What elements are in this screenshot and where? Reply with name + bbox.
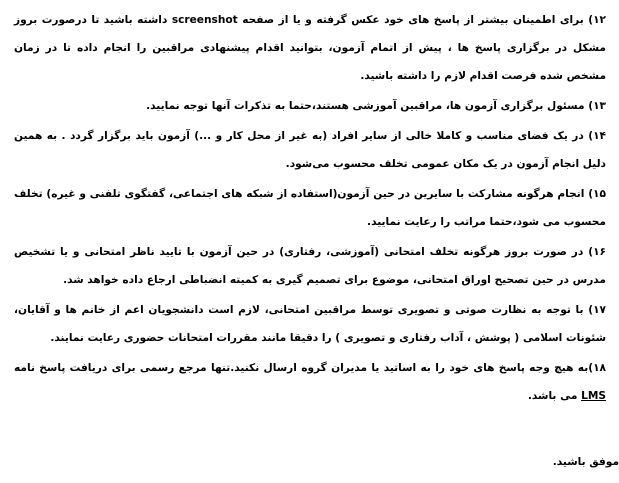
instructions-list bbox=[14, 6, 606, 410]
item-text: داشته باشید تا درصورت بروز مشکل در برگزاری پاسخ ها ، پیش از اتمام آزمون، بتوانید اقدام پیشنهادی مراقبین را انجام داده تا در زمان مشخص شده فرصت اقدام لازم را داشته باشید. bbox=[14, 14, 606, 82]
instruction-item-16 bbox=[14, 238, 606, 294]
item-text: با توجه به نظارت صوتی و تصویری توسط مراقبین امتحانی، لازم است دانشجویان اعم از خانم ها و آقایان، شئونات اسلامی ( پوشش ، آداب رفتاری و تصویری ) را دقیقا مانند مقررات امتحانات حضوری رعایت نمایند. bbox=[14, 304, 606, 344]
item-number: ۱۶) bbox=[588, 246, 606, 258]
screenshot-term: screenshot bbox=[171, 14, 238, 26]
item-number: ۱۸) bbox=[588, 362, 606, 374]
instruction-item-15 bbox=[14, 180, 606, 236]
instruction-item-17 bbox=[14, 296, 606, 352]
item-number: ۱۳) bbox=[588, 100, 606, 112]
item-text: برای اطمینان بیشتر از پاسخ های خود عکس گرفته و یا از صفحه bbox=[237, 14, 584, 26]
instruction-item-18 bbox=[14, 354, 606, 410]
instruction-item-14 bbox=[14, 122, 606, 178]
item-text: می باشد. bbox=[527, 390, 582, 402]
item-text: به هیچ وجه پاسخ های خود را به اساتید یا مدیران گروه ارسال نکنید.تنها مرجع رسمی برای دریافت پاسخ نامه bbox=[14, 362, 589, 374]
item-text: در صورت بروز هرگونه تخلف امتحانی (آموزشی، رفتاری) در حین آزمون با تایید ناظر امتحانی و یا تشخیص مدرس در حین تصحیح اوراق امتحانی، موضوع برای تصمیم گیری به کمیته انضباطی ارجاع داده خواهد شد. bbox=[14, 246, 606, 286]
lms-term: LMS bbox=[581, 390, 606, 402]
item-number: ۱۷) bbox=[588, 304, 606, 316]
instruction-item-13 bbox=[14, 92, 606, 120]
item-number: ۱۴) bbox=[588, 130, 606, 142]
closing-remark: موفق باشید. bbox=[552, 456, 619, 468]
item-number: ۱۲) bbox=[588, 14, 606, 26]
item-text: انجام هرگونه مشارکت با سایرین در حین آزمون(استفاده از شبکه های اجتماعی، گفتگوی تلفنی و غیره) تخلف محسوب می شود،حتما مراتب را رعایت نمایید. bbox=[14, 188, 606, 228]
item-number: ۱۵) bbox=[588, 188, 606, 200]
item-text: در یک فضای مناسب و کاملا خالی از سایر افراد (به غیر از محل کار و ...) آزمون باید برگزار گردد . به همین دلیل انجام آزمون در یک مکان عمومی تخلف محسوب می‌شود. bbox=[14, 130, 606, 170]
item-text: مسئول برگزاری آزمون ها، مراقبین آموزشی هستند،حتما به تذکرات آنها توجه نمایید. bbox=[146, 100, 585, 112]
instruction-item-12 bbox=[14, 6, 606, 90]
